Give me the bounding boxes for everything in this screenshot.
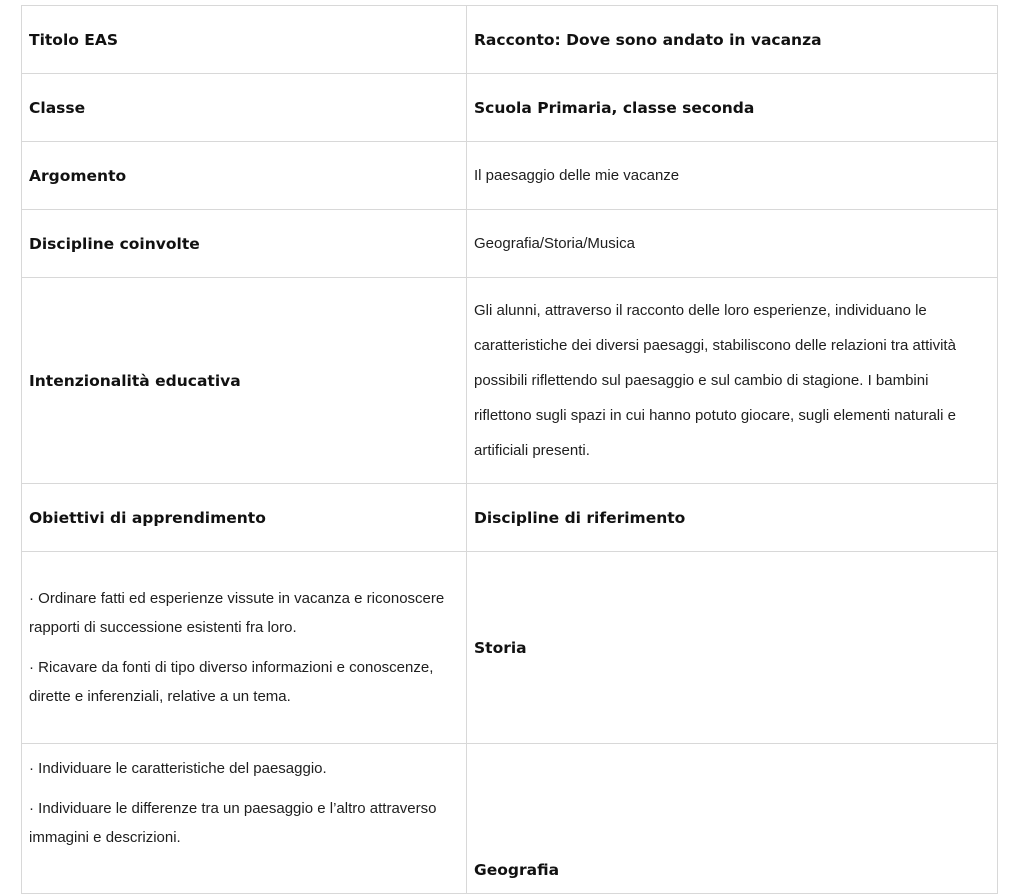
title-label: Titolo EAS [22, 6, 467, 74]
disciplines-label: Discipline coinvolte [22, 210, 467, 278]
title-value: Racconto: Dove sono andato in vacanza [467, 6, 998, 74]
reference-disciplines-header: Discipline di riferimento [467, 484, 998, 552]
intent-value: Gli alunni, attraverso il racconto delle loro esperienze, individuano le caratteristiche dei diversi paesaggi, stabiliscono delle relazioni tra attività possibili riflettendo sul paesaggio e sul cambio di stagione. I bambini riflettono sugli spazi in cui hanno potuto giocare, sugli elementi naturali e artificiali presenti. [467, 278, 998, 484]
storia-objectives [22, 552, 467, 744]
table-row [22, 552, 998, 744]
class-label: Classe [22, 74, 467, 142]
geografia-objectives [22, 744, 467, 894]
objectives-header: Obiettivi di apprendimento [22, 484, 467, 552]
table-row [22, 142, 998, 210]
table-row [22, 744, 998, 894]
table-row [22, 484, 998, 552]
table-row [22, 74, 998, 142]
geografia-objective-1: · Individuare le caratteristiche del paesaggio. [29, 760, 327, 777]
geografia-objective-2: · Individuare le differenze tra un paesaggio e l’altro attraverso immagini e descrizioni. [29, 800, 437, 846]
table-row [22, 210, 998, 278]
geografia-discipline: Geografia [467, 744, 998, 894]
storia-discipline: Storia [467, 552, 998, 744]
topic-label: Argomento [22, 142, 467, 210]
table-row [22, 278, 998, 484]
table-row [22, 6, 998, 74]
topic-value: Il paesaggio delle mie vacanze [467, 142, 998, 210]
disciplines-value: Geografia/Storia/Musica [467, 210, 998, 278]
storia-objective-2: · Ricavare da fonti di tipo diverso informazioni e conoscenze, dirette e inferenziali, relative a un tema. [29, 659, 434, 705]
class-value: Scuola Primaria, classe seconda [467, 74, 998, 142]
intent-label: Intenzionalità educativa [22, 278, 467, 484]
eas-table [21, 5, 998, 894]
storia-objective-1: · Ordinare fatti ed esperienze vissute in vacanza e riconoscere rapporti di successione esistenti fra loro. [29, 590, 445, 636]
